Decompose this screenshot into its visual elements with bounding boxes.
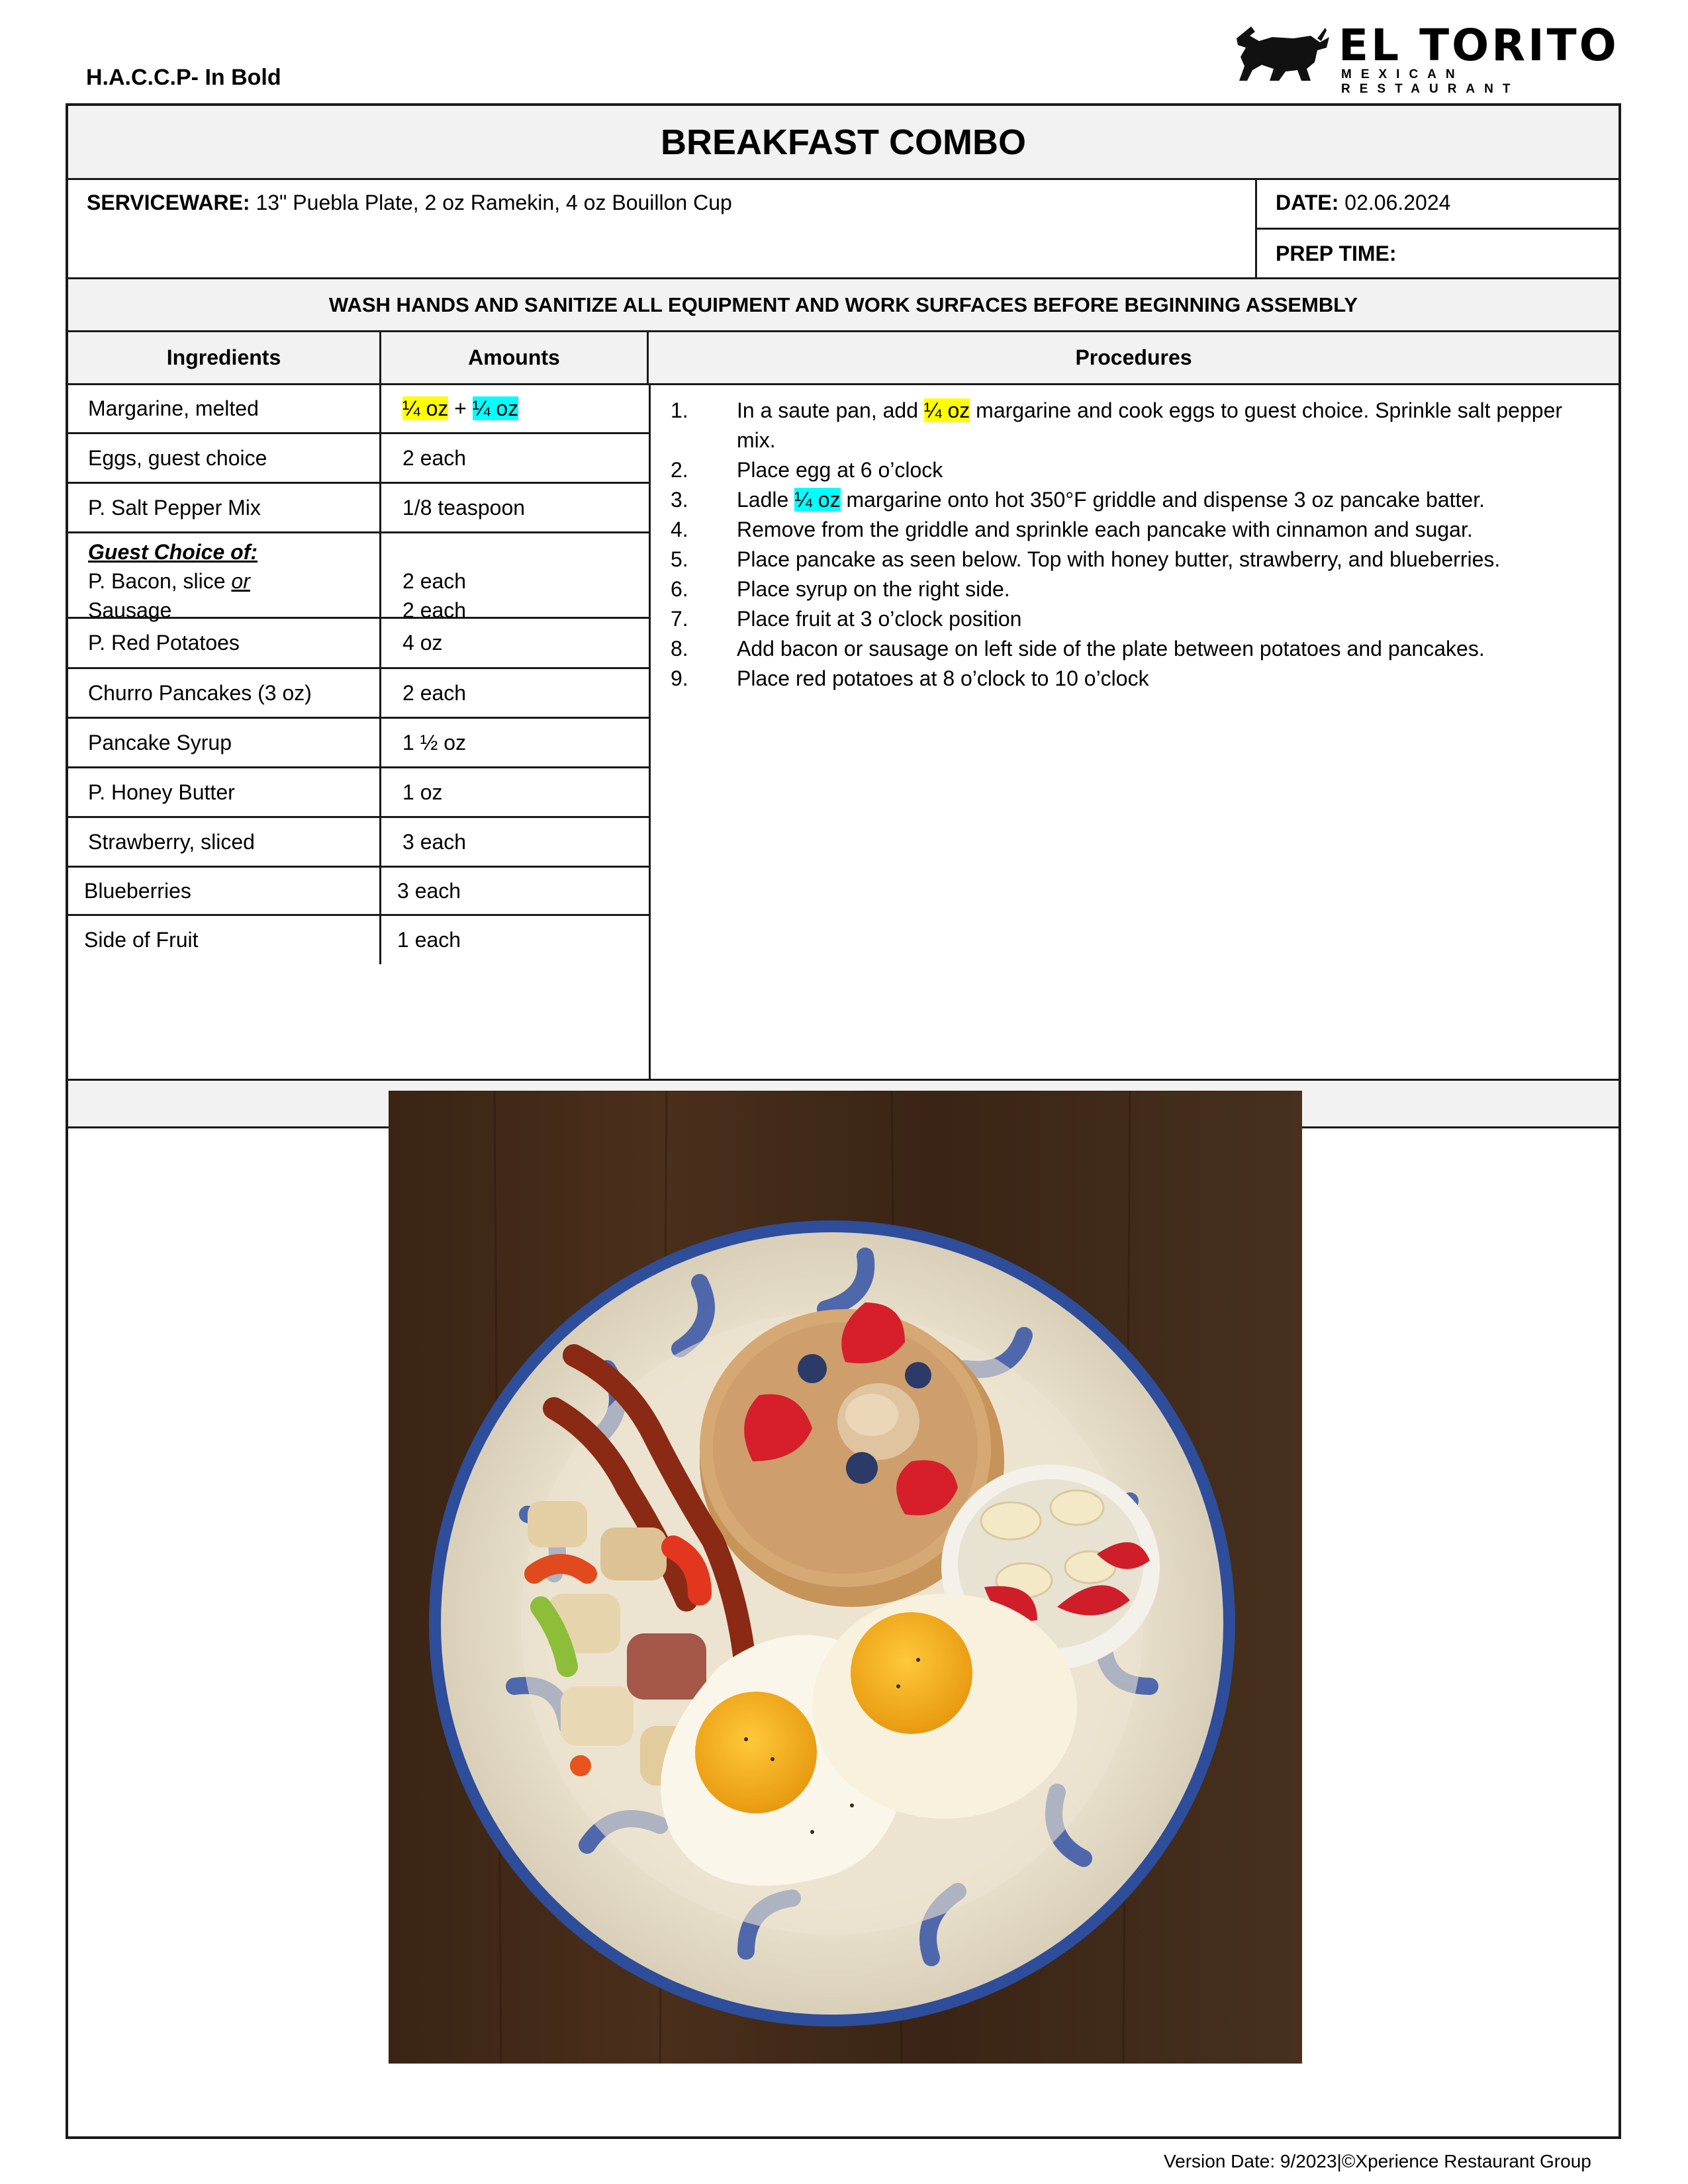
logo-subtitle: MEXICAN RESTAURANT	[1341, 68, 1520, 96]
ingredient-row	[68, 818, 649, 868]
procedure-step: 7. Place fruit at 3 o’clock position	[671, 607, 1022, 631]
highlight-amount: ¼ oz	[923, 398, 970, 422]
ingredient-name: Margarine, melted	[68, 385, 381, 432]
ingredient-amount: 2 each	[402, 445, 467, 470]
el-torito-logo	[1233, 20, 1623, 96]
ingredient-amount: 3 each	[397, 878, 461, 903]
recipe-title: BREAKFAST COMBO	[68, 106, 1618, 180]
ingredient-row	[68, 719, 649, 768]
date-value: 02.06.2024	[1344, 191, 1451, 214]
highlight-amount: ¼ oz	[472, 396, 519, 420]
sausage-option: Sausage	[88, 598, 172, 622]
procedure-step: 2. Place egg at 6 o’clock	[671, 458, 943, 482]
ingredient-amount: 1/8 teaspoon	[402, 495, 526, 520]
bull-icon	[1233, 24, 1332, 83]
prep-time-label: PREP TIME:	[1257, 230, 1618, 279]
ingredient-name: Blueberries	[68, 868, 381, 914]
ingredient-name: Side of Fruit	[68, 916, 381, 964]
ingredient-row	[68, 385, 649, 434]
ingredients-header: Ingredients	[68, 332, 381, 385]
serviceware-value: 13" Puebla Plate, 2 oz Ramekin, 4 oz Bouillon Cup	[256, 191, 732, 214]
guest-choice-heading: Guest Choice of:	[88, 540, 258, 564]
or-text: or	[231, 569, 250, 593]
amounts-header: Amounts	[381, 332, 649, 385]
ingredient-row	[68, 434, 649, 484]
ingredient-name: Eggs, guest choice	[68, 434, 381, 482]
bacon-option: P. Bacon, slice	[88, 569, 232, 593]
version-footer: Version Date: 9/2023|©Xperience Restaurant Group	[1164, 2151, 1591, 2171]
ingredient-name	[68, 533, 381, 622]
ingredient-row	[68, 868, 649, 916]
procedure-step: 5. Place pancake as seen below. Top with honey butter, strawberry, and blueberries.	[671, 547, 1501, 571]
procedure-step: 9. Place red potatoes at 8 o’clock to 10 o’clock	[671, 666, 1149, 690]
procedures-header: Procedures	[649, 332, 1618, 385]
logo-wordmark: EL TORITO	[1338, 20, 1619, 71]
sausage-amount: 2 each	[402, 598, 467, 622]
ingredient-row	[68, 533, 649, 622]
haccp-note: H.A.C.C.P- In Bold	[86, 65, 281, 90]
ingredient-row	[68, 484, 649, 533]
recipe-card	[66, 103, 1621, 2139]
procedure-step: 6. Place syrup on the right side.	[671, 577, 1010, 601]
ingredient-name: P. Salt Pepper Mix	[68, 484, 381, 531]
date-label: DATE:	[1276, 191, 1339, 214]
bacon-amount: 2 each	[402, 569, 467, 593]
ingredients-table	[68, 385, 649, 964]
ingredient-amount	[381, 533, 649, 622]
procedure-step: 1. In a saute pan, add ¼ oz margarine and cook eggs to guest choice. Sprinkle salt pepper mix.	[671, 398, 1563, 452]
amount-plus: +	[448, 396, 473, 420]
procedures-list	[649, 385, 1618, 1079]
ingredient-amount	[381, 385, 649, 432]
ingredient-amount: 2 each	[402, 680, 467, 705]
procedure-step: 4. Remove from the griddle and sprinkle each pancake with cinnamon and sugar.	[671, 518, 1473, 541]
ingredient-amount: 1 each	[397, 928, 461, 952]
ingredient-amount: 1 ½ oz	[402, 730, 467, 754]
serviceware-label: SERVICEWARE:	[87, 191, 250, 214]
wash-notice: WASH HANDS AND SANITIZE ALL EQUIPMENT AND WORK SURFACES BEFORE BEGINNING ASSEMBLY	[68, 279, 1618, 332]
ingredient-name: P. Red Potatoes	[68, 619, 381, 667]
ingredient-name: Pancake Syrup	[68, 719, 381, 766]
date-cell	[1257, 180, 1618, 230]
ingredient-row	[68, 669, 649, 719]
ingredient-name: Churro Pancakes (3 oz)	[68, 669, 381, 717]
ingredient-name: Strawberry, sliced	[68, 818, 381, 866]
honey-butter	[837, 1383, 919, 1460]
ingredient-amount: 1 oz	[402, 780, 443, 804]
highlight-amount: ¼ oz	[402, 396, 449, 420]
procedure-step: 3. Ladle ¼ oz margarine onto hot 350°F griddle and dispense 3 oz pancake batter.	[671, 488, 1485, 512]
ingredient-amount: 3 each	[402, 829, 467, 854]
serviceware-cell	[68, 180, 1257, 279]
ingredient-row	[68, 619, 649, 669]
procedure-step: 8. Add bacon or sausage on left side of the plate between potatoes and pancakes.	[671, 637, 1485, 660]
plated-dish-photo	[389, 1091, 1302, 2064]
highlight-amount: ¼ oz	[794, 488, 841, 512]
ingredient-name: P. Honey Butter	[68, 768, 381, 816]
ingredient-amount: 4 oz	[402, 631, 443, 655]
ingredient-row	[68, 768, 649, 818]
ingredient-row	[68, 916, 649, 964]
